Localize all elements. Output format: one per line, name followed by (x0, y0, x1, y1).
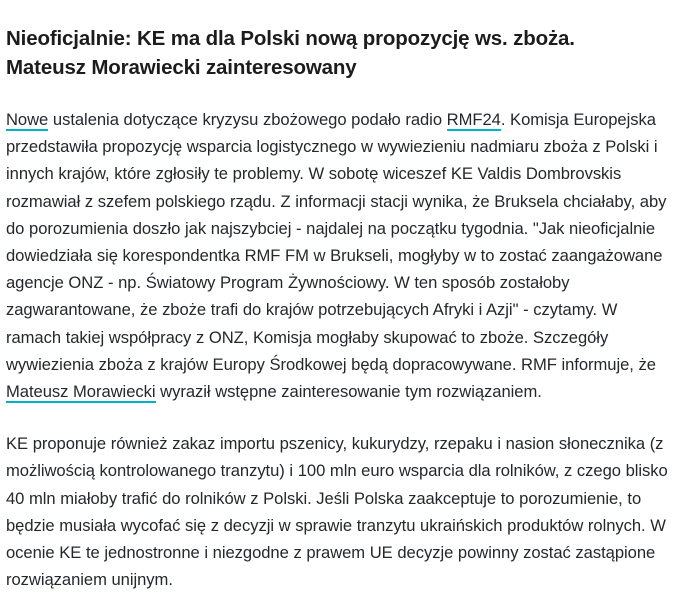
body-text-run: ustalenia dotyczące kryzysu zbożowego podało radio (48, 110, 447, 129)
article-headline: Nieoficjalnie: KE ma dla Polski nową propozycję ws. zboża. Mateusz Morawiecki zainteresowany (6, 27, 575, 79)
article-body (6, 106, 670, 593)
article-paragraph-2 (6, 430, 670, 593)
link-nowe[interactable]: Nowe (6, 110, 49, 129)
article-paragraph-1 (6, 106, 670, 405)
body-text-run: . Komisja Europejska przedstawiła propozycję wsparcia logistycznego w wywiezieniu nadmiaru zboża z Polski i innych krajów, które zgłosiły te problemy. W sobotę wiceszef KE Valdis Dombrovskis rozmawiał z szefem polskiego rządu. Z informacji stacji wynika, że Bruksela chciałaby, aby do porozumienia doszło jak najszybciej - najdalej na początku tygodnia. "Jak nieoficjalnie dowiedziała się korespondentka RMF FM w Brukseli, mogłyby w to zostać zaangażowane agencje ONZ - np. Światowy Program Żywnościowy. W ten sposób zostałoby zagwarantowane, że zboże trafi do krajów potrzebujących Afryki i Azji" - czytamy. W ramach takiej współpracy z ONZ, Komisja mogłaby skupować to zboże. Szczegóły wywiezienia zboża z krajów Europy Środkowej będą dopracowywane. RMF informuje, że (6, 110, 667, 374)
link-mateusz-morawiecki[interactable]: Mateusz Morawiecki (6, 382, 156, 402)
link-rmf24[interactable]: RMF24 (446, 110, 501, 129)
body-text-run: wyraził wstępne zainteresowanie tym rozwiązaniem. (155, 382, 542, 402)
body-text-run: KE proponuje również zakaz importu pszenicy, kukurydzy, rzepaku i nasion słonecznika (z możliwością kontrolowanego tranzytu) i 100 mln euro wsparcia dla rolników, z czego blisko 40 mln miałoby trafić do rolników z Polski. Jeśli Polska zaakceptuje to porozumienie, to będzie musiała wycofać się z decyzji w sprawie tranzytu ukraińskich produktów rolnych. W ocenie KE te jednostronne i niezgodne z prawem UE decyzje powinny zostać zastąpione rozwiązaniem unijnym. (6, 434, 668, 590)
